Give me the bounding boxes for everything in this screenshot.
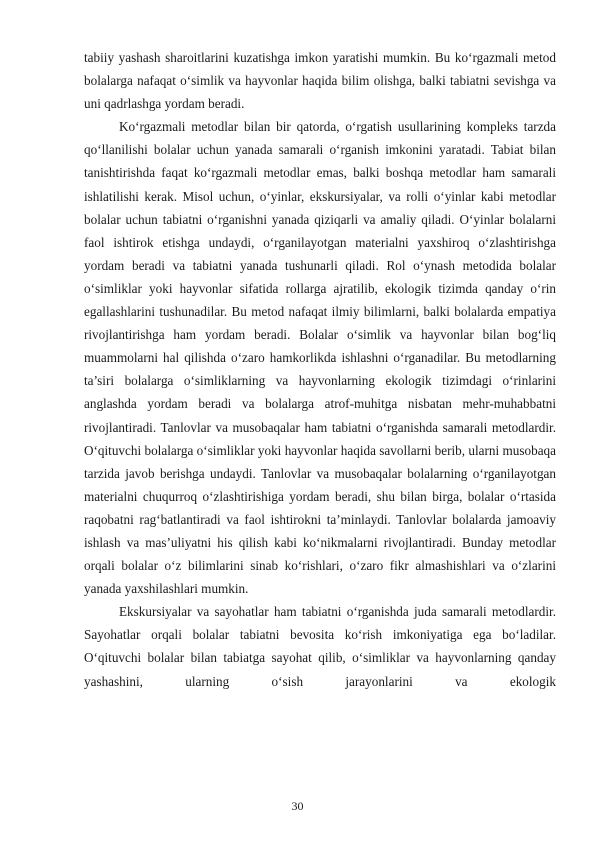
page-number: 30 (291, 799, 304, 813)
paragraph-continued: tabiiy yashash sharoitlarini kuzatishga imkon yaratishi mumkin. Bu ko‘rgazmali metod bolalarga nafaqat o‘simlik va hayvonlar haqida bilim olishga, balki tabiatni sevishga va uni qadrlashga yordam beradi. (84, 50, 556, 112)
document-page (84, 46, 556, 693)
paragraph-excursions: Ekskursiyalar va sayohatlar ham tabiatni o‘rganishda juda samarali metodlardir. Sayohatlar orqali bolalar tabiatni bevosita ko‘rish imkoniyatiga ega bo‘ladilar. O‘qituvchi bolalar bilan tabiatga sayohat qilib, o‘simliklar va hayvonlarning qanday yashashini, ularning o‘sish jarayonlarini va ekologik (84, 604, 556, 689)
paragraph-methods: Ko‘rgazmali metodlar bilan bir qatorda, o‘rgatish usullarining kompleks tarzda qo‘llanilishi bolalar uchun yanada samarali o‘rganish imkonini yaratadi. Tabiat bilan tanishtirishda faqat ko‘rgazmali metodlar emas, balki boshqa metodlar ham samarali ishlatilishi kerak. Misol uchun, o‘yinlar, ekskursiyalar, va rolli o‘yinlar kabi metodlar bolalar uchun tabiatni o‘rganishni yanada qiziqarli va amaliy qiladi. O‘yinlar bolalarni faol ishtirok etishga undaydi, o‘rganilayotgan materialni yaxshiroq o‘zlashtirishga yordam beradi va tabiatni yanada tushunarli qiladi. Rol o‘ynash metodida bolalar o‘simliklar yoki hayvonlar sifatida rollarga ajratilib, ekologik tizimda qanday o‘rin egallashlarini tushunadilar. Bu metod nafaqat ilmiy bilimlarni, balki bolalarda empatiya rivojlantirishga ham yordam beradi. Bolalar o‘simlik va hayvonlar bilan bog‘liq muammolarni hal qilishda o‘zaro hamkorlikda ishlashni o‘rganadilar. Bu metodlarning ta’siri bolalarga o‘simliklarning va hayvonlarning ekologik tizimdagi o‘rinlarini anglashda yordam beradi va bolalarga atrof-muhitga nisbatan mehr-muhabbatni rivojlantiradi. Tanlovlar va musobaqalar ham tabiatni o‘rganishda samarali metodlardir. O‘qituvchi bolalarga o‘simliklar yoki hayvonlar haqida savollarni berib, ularni musobaqa tarzida javob berishga undaydi. Tanlovlar va musobaqalar bolalarning o‘rganilayotgan materialni chuqurroq o‘zlashtirishiga yordam beradi, shu bilan birga, bolalar o‘rtasida raqobatni rag‘batlantiradi va faol ishtirokni ta’minlaydi. Tanlovlar bolalarda jamoaviy ishlash va mas’uliyatni his qilish kabi ko‘nikmalarni rivojlantiradi. Bunday metodlar orqali bolalar o‘z bilimlarini sinab ko‘rishlari, o‘zaro fikr almashishlari va o‘zlarini yanada yaxshilashlari mumkin. (84, 119, 556, 597)
